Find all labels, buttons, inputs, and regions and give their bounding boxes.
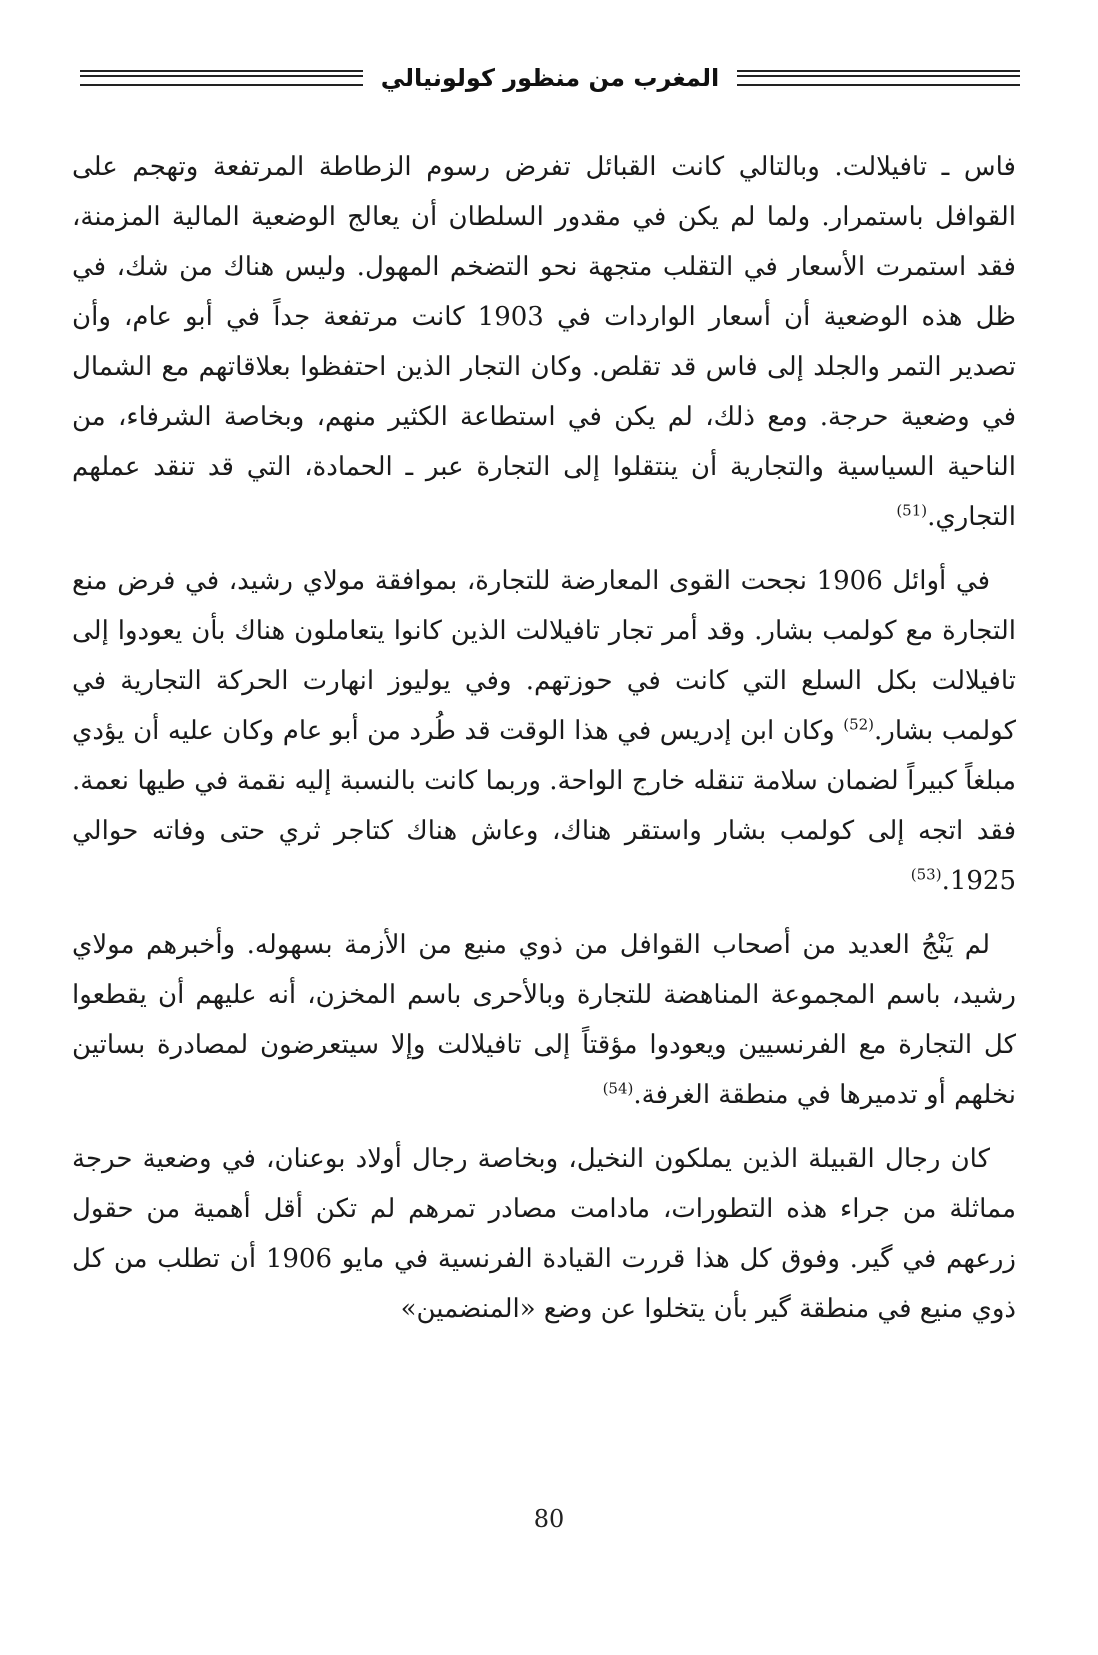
paragraph-3 (72, 920, 1016, 1120)
footnote-ref: (52) (843, 715, 875, 734)
paragraph-text-continued: وكان ابن إدريس في هذا الوقت قد طُرد من أبو عام وكان عليه أن يؤدي مبلغاً كبيراً لضمان سلامة تنقله خارج الواحة. وربما كانت بالنسبة إليه نقمة في طيها نعمة. فقد اتجه إلى كولمب بشار واستقر هناك، وعاش هناك كتاجر ثري حتى وفاته حوالي 1925. (72, 716, 1016, 896)
paragraph-1 (72, 142, 1016, 542)
paragraph-text: لم يَنْجُ العديد من أصحاب القوافل من ذوي منيع من الأزمة بسهوله. وأخبرهم مولاي رشيد، باسم المجموعة المناهضة للتجارة وبالأحرى باسم المخزن، أنه عليهم أن يقطعوا كل التجارة مع الفرنسيين ويعودوا مؤقتاً إلى تافيلالت وإلا سيتعرضون لمصادرة بساتين نخلهم أو تدميرها في منطقة الغرفة. (72, 930, 1016, 1110)
footnote-ref: (54) (602, 1079, 634, 1098)
header-rule-left (80, 70, 363, 86)
body-text (72, 142, 1016, 1348)
paragraph-text: كان رجال القبيلة الذين يملكون النخيل، وبخاصة رجال أولاد بوعنان، في وضعية حرجة مماثلة من جراء هذه التطورات، مادامت مصادر تمرهم لم تكن أقل أهمية من حقول زرعهم في گير. وفوق كل هذا قررت القيادة الفرنسية في مايو 1906 أن تطلب من كل ذوي منيع في منطقة گير بأن يتخلوا عن وضع «المنضمين» (72, 1144, 1016, 1324)
paragraph-text: في أوائل 1906 نجحت القوى المعارضة للتجارة، بموافقة مولاي رشيد، في فرض منع التجارة مع كولمب بشار. وقد أمر تجار تافيلالت الذين كانوا يتعاملون هناك بأن يعودوا إلى تافيلالت بكل السلع التي كانت في حوزتهم. وفي يوليوز انهارت الحركة التجارية في كولمب بشار. (72, 566, 1016, 746)
paragraph-4 (72, 1134, 1016, 1334)
header-rule-right (737, 70, 1020, 86)
header-title: المغرب من منظور كولونيالي (380, 64, 720, 92)
paragraph-text: فاس ـ تافيلالت. وبالتالي كانت القبائل تفرض رسوم الزطاطة المرتفعة وتهجم على القوافل باستمرار. ولما لم يكن في مقدور السلطان أن يعالج الوضعية المالية المزمنة، فقد استمرت الأسعار في التقلب متجهة نحو التضخم المهول. وليس هناك من شك، في ظل هذه الوضعية أن أسعار الواردات في 1903 كانت مرتفعة جداً في أبو عام، وأن تصدير التمر والجلد إلى فاس قد تقلص. وكان التجار الذين احتفظوا بعلاقاتهم مع الشمال في وضعية حرجة. ومع ذلك، لم يكن في استطاعة الكثير منهم، وبخاصة الشرفاء، من الناحية السياسية والتجارية أن ينتقلوا إلى التجارة عبر ـ الحمادة، التي قد تنقد عملهم التجاري. (72, 152, 1016, 532)
footnote-ref: (53) (910, 865, 942, 884)
running-header (80, 58, 1020, 98)
page-number: 80 (533, 1505, 565, 1533)
paragraph-2 (72, 556, 1016, 906)
footnote-ref: (51) (896, 501, 928, 520)
